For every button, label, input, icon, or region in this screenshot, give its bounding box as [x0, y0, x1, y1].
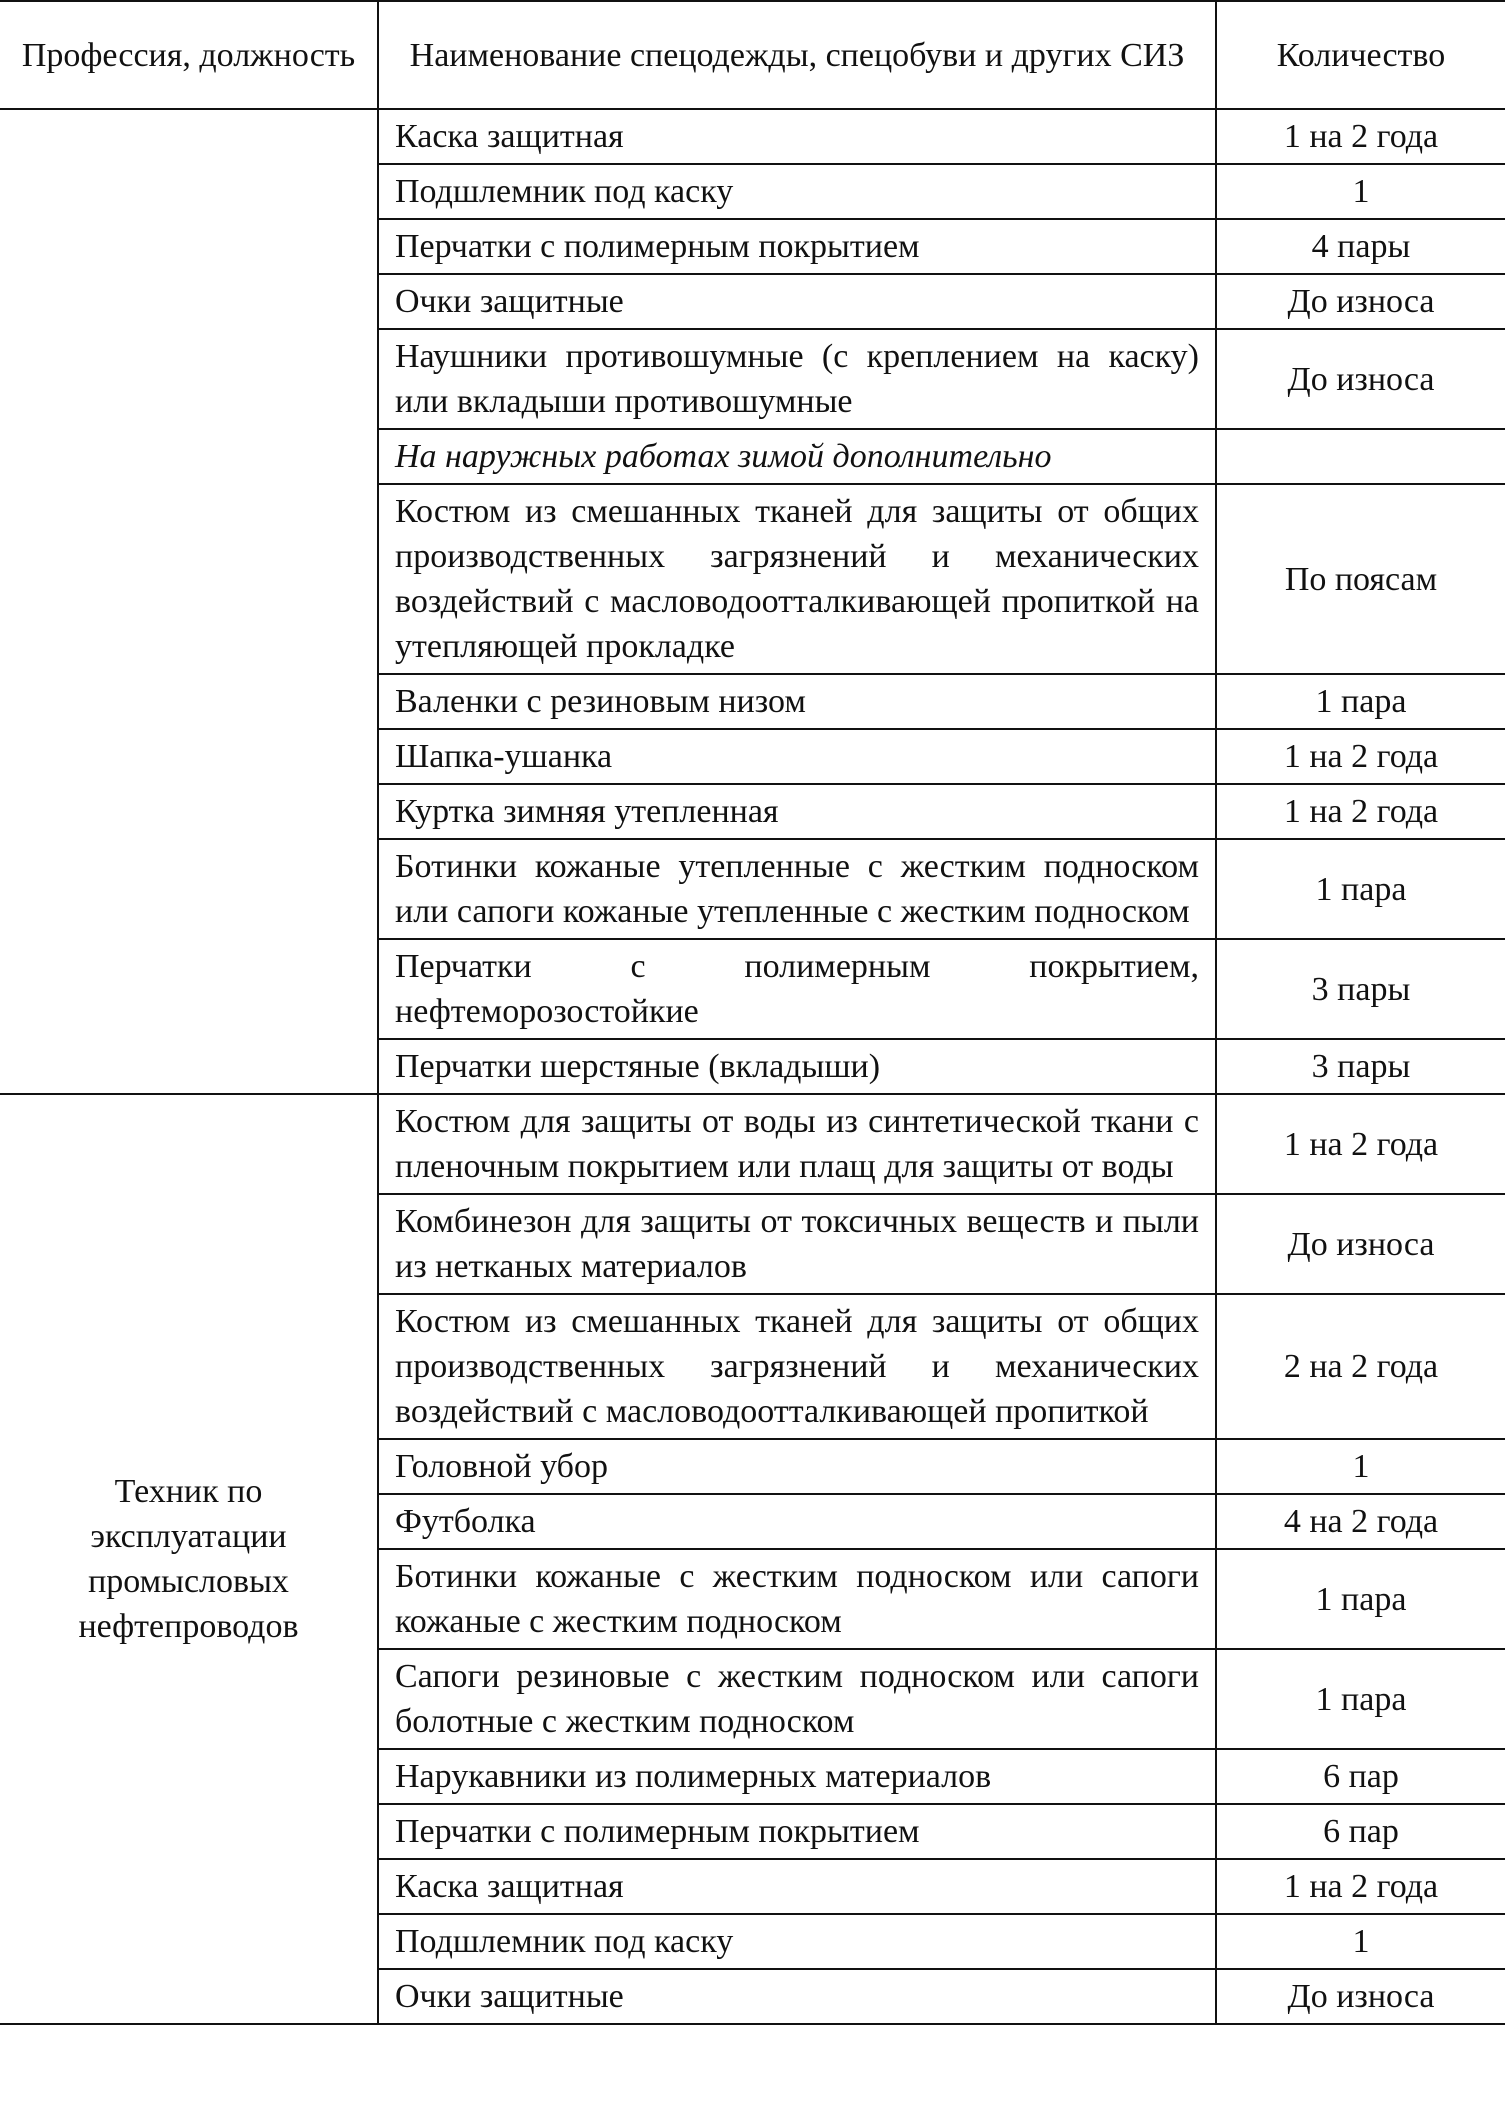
item-cell: Каска защитная: [378, 1859, 1216, 1914]
item-cell: Перчатки с полимерным покрытием: [378, 219, 1216, 274]
qty-cell: 3 пары: [1216, 1039, 1505, 1094]
qty-cell: До износа: [1216, 1194, 1505, 1294]
item-cell: Перчатки шерстяные (вкладыши): [378, 1039, 1216, 1094]
profession-cell-2: Техник по эксплуатации промысловых нефтепроводов: [0, 1094, 378, 2024]
item-cell: Ботинки кожаные утепленные с жестким подноском или сапоги кожаные утепленные с жестким подноском: [378, 839, 1216, 939]
item-cell: Каска защитная: [378, 109, 1216, 164]
qty-cell: 1: [1216, 164, 1505, 219]
qty-cell: 4 пары: [1216, 219, 1505, 274]
item-cell: Наушники противошумные (с креплением на каску) или вкладыши противошумные: [378, 329, 1216, 429]
qty-cell: 1 на 2 года: [1216, 784, 1505, 839]
item-cell: Костюм из смешанных тканей для защиты от общих производственных загрязнений и механических воздействий с масловодоотталкивающей пропиткой: [378, 1294, 1216, 1439]
qty-cell: 1 пара: [1216, 1549, 1505, 1649]
item-cell: Перчатки с полимерным покрытием: [378, 1804, 1216, 1859]
section-note: На наружных работах зимой дополнительно: [378, 429, 1216, 484]
qty-cell: 3 пары: [1216, 939, 1505, 1039]
item-cell: Головной убор: [378, 1439, 1216, 1494]
item-cell: Комбинезон для защиты от токсичных веществ и пыли из нетканых материалов: [378, 1194, 1216, 1294]
item-cell: Сапоги резиновые с жестким подноском или сапоги болотные с жестким подноском: [378, 1649, 1216, 1749]
header-quantity: Количество: [1216, 1, 1505, 109]
qty-cell: 1 пара: [1216, 1649, 1505, 1749]
qty-cell: 4 на 2 года: [1216, 1494, 1505, 1549]
header-profession: Профессия, должность: [0, 1, 378, 109]
item-cell: Очки защитные: [378, 1969, 1216, 2024]
item-cell: Подшлемник под каску: [378, 164, 1216, 219]
item-cell: Подшлемник под каску: [378, 1914, 1216, 1969]
table-body: [0, 109, 1505, 2024]
qty-cell: 1 пара: [1216, 674, 1505, 729]
item-cell: Валенки с резиновым низом: [378, 674, 1216, 729]
qty-cell: 1 на 2 года: [1216, 729, 1505, 784]
header-row: [0, 1, 1505, 109]
qty-cell: По поясам: [1216, 484, 1505, 674]
table-row: [0, 1094, 1505, 1194]
table-row: [0, 109, 1505, 164]
qty-cell: 1 на 2 года: [1216, 109, 1505, 164]
qty-cell: До износа: [1216, 329, 1505, 429]
item-cell: Шапка-ушанка: [378, 729, 1216, 784]
qty-cell: 1 на 2 года: [1216, 1094, 1505, 1194]
item-cell: Нарукавники из полимерных материалов: [378, 1749, 1216, 1804]
item-cell: Перчатки с полимерным покрытием, нефтеморозостойкие: [378, 939, 1216, 1039]
qty-cell: 6 пар: [1216, 1804, 1505, 1859]
qty-cell: 1 пара: [1216, 839, 1505, 939]
item-cell: Костюм из смешанных тканей для защиты от общих производственных загрязнений и механических воздействий с масловодоотталкивающей пропиткой на утепляющей прокладке: [378, 484, 1216, 674]
item-cell: Костюм для защиты от воды из синтетической ткани с пленочным покрытием или плащ для защиты от воды: [378, 1094, 1216, 1194]
table-header: [0, 1, 1505, 109]
item-cell: Футболка: [378, 1494, 1216, 1549]
qty-cell: 1: [1216, 1914, 1505, 1969]
qty-cell: До износа: [1216, 1969, 1505, 2024]
qty-cell: 2 на 2 года: [1216, 1294, 1505, 1439]
item-cell: Ботинки кожаные с жестким подноском или сапоги кожаные с жестким подноском: [378, 1549, 1216, 1649]
qty-cell: 6 пар: [1216, 1749, 1505, 1804]
qty-cell: 1: [1216, 1439, 1505, 1494]
item-cell: Куртка зимняя утепленная: [378, 784, 1216, 839]
qty-cell: [1216, 429, 1505, 484]
item-cell: Очки защитные: [378, 274, 1216, 329]
qty-cell: 1 на 2 года: [1216, 1859, 1505, 1914]
header-item: Наименование спецодежды, спецобуви и других СИЗ: [378, 1, 1216, 109]
profession-cell-1: [0, 109, 378, 1094]
qty-cell: До износа: [1216, 274, 1505, 329]
